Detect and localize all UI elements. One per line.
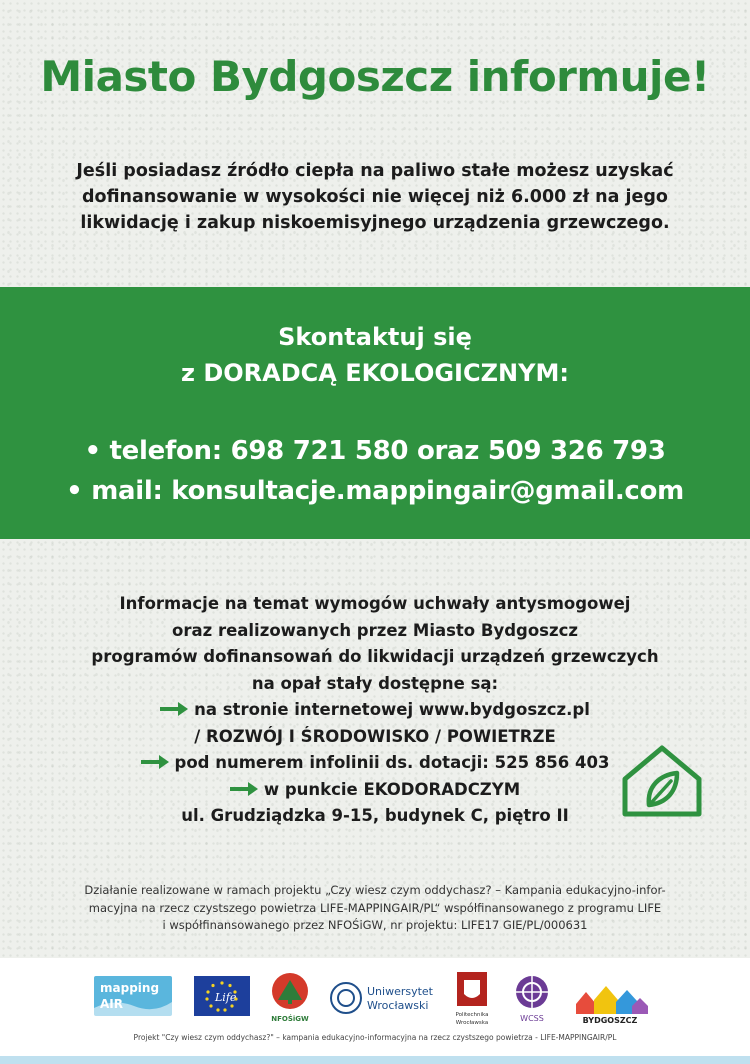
bydgoszcz-city-logo <box>572 974 648 1024</box>
info-line: na opał stały dostępne są: <box>251 673 499 693</box>
uni-text-line2: Wrocławski <box>367 999 429 1012</box>
intro-line: dofinansowanie w wysokości nie więcej niż 6.000 zł na jego <box>82 187 668 207</box>
contact-band <box>0 287 750 539</box>
contact-email[interactable]: • mail: konsultacje.mappingair@gmail.com <box>66 476 684 506</box>
info-line: oraz realizowanych przez Miasto Bydgoszcz <box>171 620 578 640</box>
info-line: Informacje na temat wymogów uchwały antysmogowej <box>119 594 631 613</box>
contact-heading <box>0 319 750 391</box>
contact-phone[interactable]: • telefon: 698 721 580 oraz 509 326 793 <box>84 436 666 466</box>
contact-heading-line: z DORADCĄ EKOLOGICZNYM: <box>181 359 569 387</box>
poli-text-line1: Politechnika <box>455 1012 489 1018</box>
info-hotline: pod numerem infolinii ds. dotacji: 525 856 403 <box>174 753 610 772</box>
info-website-path: / ROZWÓJ I ŚRODOWISKO / POWIETRZE <box>194 726 556 746</box>
poli-text-line2: Wrocławska <box>455 1020 489 1026</box>
footer-note: Projekt "Czy wiesz czym oddychasz?" – kampania edukacyjno-informacyjna na rzecz czystszego powietrza - LIFE-MAPPINGAIR/PL <box>133 1033 617 1042</box>
politechnika-wroclawska-logo <box>450 972 494 1028</box>
bottom-stripe <box>0 1056 750 1064</box>
info-website-row <box>30 697 720 724</box>
mapping-text: mapping <box>100 981 160 995</box>
arrow-right-icon <box>141 755 169 769</box>
arrow-right-icon <box>160 702 188 716</box>
intro-line: likwidację i zakup niskoemisyjnego urządzenia grzewczego. <box>80 213 670 233</box>
eco-house-leaf-icon <box>619 743 705 819</box>
info-website[interactable]: na stronie internetowej www.bydgoszcz.pl <box>194 700 590 719</box>
nfosigw-logo <box>270 972 310 1024</box>
info-block <box>30 591 720 830</box>
contact-details <box>0 431 750 511</box>
page-title: Miasto Bydgoszcz informuje! <box>40 52 710 101</box>
info-address: ul. Grudziądzka 9-15, budynek C, piętro II <box>181 806 569 825</box>
info-line: programów dofinansowań do likwidacji urządzeń grzewczych <box>91 647 659 666</box>
project-note <box>50 882 700 935</box>
uni-text-line1: Uniwersytet <box>367 985 433 998</box>
intro-text <box>40 158 710 236</box>
wcss-logo <box>512 974 552 1024</box>
contact-heading-line: Skontaktuj się <box>278 323 472 351</box>
partner-logos-bar <box>0 958 750 1064</box>
mapping-air-logo <box>94 976 172 1016</box>
wcss-text: WCSS <box>520 1014 544 1023</box>
nfosigw-text: NFOŚiGW <box>271 1015 309 1023</box>
info-office: w punkcie EKODORADCZYM <box>263 779 521 799</box>
air-text: AIR <box>100 997 123 1011</box>
arrow-right-icon <box>230 782 258 796</box>
uniwersytet-wroclawski-logo <box>330 980 440 1016</box>
project-note-line: Działanie realizowane w ramach projektu „Czy wiesz czym oddychasz? – Kampania edukacyjno-infor- <box>84 883 666 897</box>
life-text: Life <box>215 991 237 1004</box>
project-note-line: macyjna na rzecz czystszego powietrza LIFE-MAPPINGAIR/PL“ współfinansowanego z programu LIFE <box>88 900 662 915</box>
project-note-line: i współfinansowanego przez NFOŚiGW, nr projektu: LIFE17 GIE/PL/000631 <box>162 918 588 932</box>
eu-life-logo <box>194 976 250 1016</box>
bydgoszcz-text: BYDGOSZCZ <box>582 1016 638 1024</box>
info-office-row <box>30 777 720 804</box>
intro-line: Jeśli posiadasz źródło ciepła na paliwo stałe możesz uzyskać <box>76 161 674 181</box>
info-hotline-row <box>30 750 720 777</box>
